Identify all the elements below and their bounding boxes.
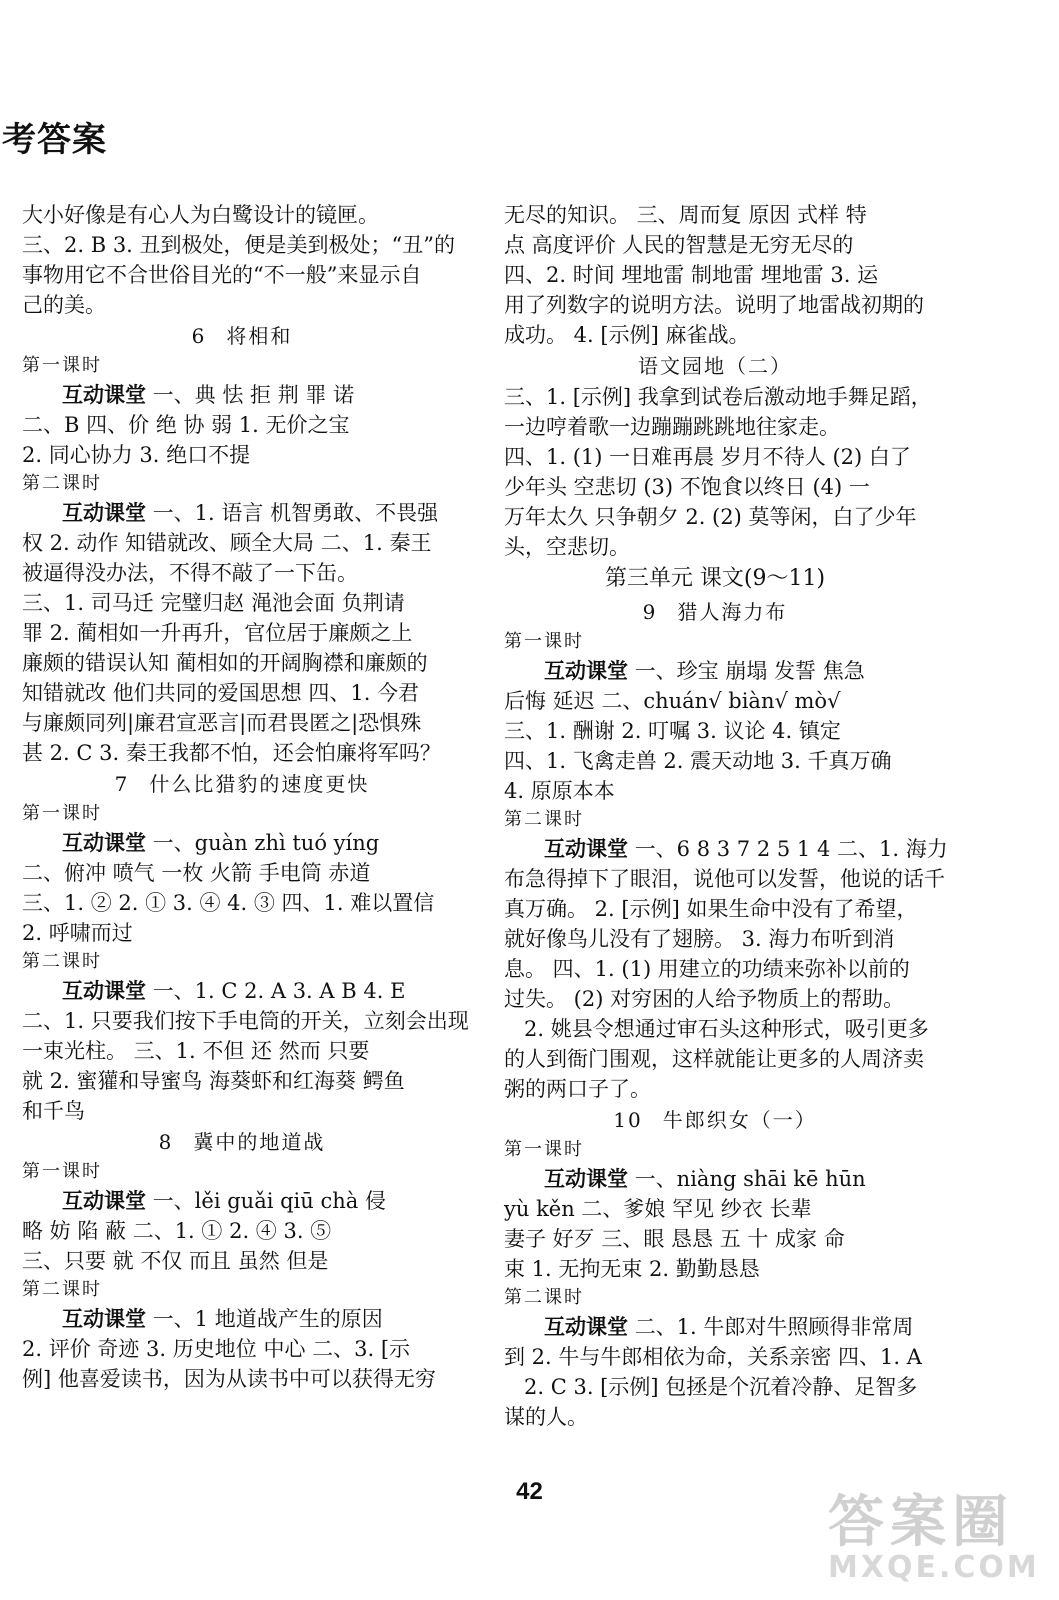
answer-line: 廉颇的错误认知 蔺相如的开阔胸襟和廉颇的 [22,651,428,675]
answer-line: 与廉颇同列|廉君宣恶言|而君畏匿之|恐惧殊 [22,711,422,735]
answer-line: yù kěn 二、爹娘 罕见 纱衣 长辈 [504,1197,812,1221]
answer-line: 粥的两口子了。 [504,1077,651,1101]
answer-line: 被逼得没办法，不得不敲了一下缶。 [22,561,358,585]
answer-line: 略 妨 陷 蔽 二、1. ① 2. ④ 3. ⑤ [22,1219,332,1243]
answer-line: 二、俯冲 喷气 一枚 火箭 手电筒 赤道 [22,861,371,885]
answer-line: 真万确。 2. [示例] 如果生命中没有了希望， [504,897,918,921]
answer-line: 点 高度评价 人民的智慧是无穷无尽的 [504,233,854,257]
section-title: 冀中的地道战 [193,1130,326,1154]
answer-line: 过失。 (2) 对穷困的人给予物质上的帮助。 [504,987,905,1011]
page-number: 42 [516,1478,543,1505]
answer-line: 妻子 好歹 三、眼 恳恳 五 十 成家 命 [504,1227,845,1251]
section-heading [504,562,926,596]
answer-line: 一束光柱。 三、1. 不但 还 然而 只要 [22,1039,370,1063]
section-heading [504,1104,926,1136]
exercise-label: 互动课堂 [544,1315,628,1339]
answer-line: 到 2. 牛与牛郎相依为命，关系亲密 四、1. A [504,1345,922,1369]
section-heading [504,596,926,628]
lesson-subheading: 第一课时 [22,1161,102,1182]
exercise-label: 互动课堂 [544,1167,628,1191]
answer-line [22,828,462,858]
answer-text: 一、1. 语言 机智勇敢、不畏强 [152,501,439,525]
answer-line: 罪 2. 蔺相如一升再升，官位居于廉颇之上 [22,621,413,645]
answer-line: 头，空悲切。 [504,535,630,559]
answer-line: 三、只要 就 不仅 而且 虽然 但是 [22,1249,329,1273]
answer-line: 大小好像是有心人为白鹭设计的镜匣。 [22,203,379,227]
section-heading [22,1126,462,1158]
answer-line: 无尽的知识。 三、周而复 原因 式样 特 [504,203,867,227]
section-number: 7 [114,772,130,796]
exercise-label: 互动课堂 [544,659,628,683]
answer-line: 例] 他喜爱读书，因为从读书中可以获得无穷 [22,1367,436,1391]
section-title: 牛郎织女（一） [662,1108,817,1132]
lesson-subheading: 第一课时 [504,1139,584,1160]
answer-line: 2. 同心协力 3. 绝口不提 [22,443,251,467]
section-number: 6 [191,324,207,348]
answer-line: 的人到衙门围观，这样就能让更多的人周济卖 [504,1047,924,1071]
answer-line: 己的美。 [22,293,106,317]
section-number: 9 [642,600,658,624]
answer-text: 二、1. 牛郎对牛照顾得非常周 [634,1315,914,1339]
answer-line: 二、1. 只要我们按下手电筒的开关，立刻会出现 [22,1009,469,1033]
answer-text: 一、lěi guǎi qiū chà 侵 [152,1189,386,1213]
answer-line: 事物用它不合世俗目光的“不一般”来显示自 [22,263,422,287]
answer-line: 息。 四、1. (1) 用建立的功绩来弥补以前的 [504,957,910,981]
answer-line: 谋的人。 [504,1405,588,1429]
section-title: 猎人海力布 [677,600,788,624]
answer-text: 一、珍宝 崩塌 发誓 焦急 [634,659,865,683]
answer-line [22,1304,462,1334]
answer-line: 知错就改 他们共同的爱国思想 四、1. 今君 [22,681,420,705]
answer-line: 布急得掉下了眼泪，说他可以发誓，他说的话千 [504,867,945,891]
answer-line [22,1186,462,1216]
answer-line: 四、1. (1) 一日难再晨 岁月不待人 (2) 白了 [504,445,911,469]
exercise-label: 互动课堂 [62,1189,146,1213]
answer-text: 一、6 8 3 7 2 5 1 4 二、1. 海力 [634,837,948,861]
answer-text: 一、1 地道战产生的原因 [152,1307,383,1331]
answer-line: 4. 原原本本 [504,779,615,803]
answer-line: 2. 评价 奇迹 3. 历史地位 中心 二、3. [示 [22,1337,411,1361]
answer-text: 一、1. C 2. A 3. A B 4. E [152,979,406,1003]
answer-line: 就 2. 蜜獾和导蜜鸟 海葵虾和红海葵 鳄鱼 [22,1069,405,1093]
answer-line: 三、1. [示例] 我拿到试卷后激动地手舞足蹈， [504,385,932,409]
exercise-label: 互动课堂 [62,501,146,525]
answer-line: 成功。 4. [示例] 麻雀战。 [504,323,750,347]
answer-text: 一、guàn zhì tuó yíng [152,831,380,855]
lesson-subheading: 第二课时 [504,809,584,830]
exercise-label: 互动课堂 [62,1307,146,1331]
section-number: 10 [613,1108,643,1132]
answer-line [22,498,462,528]
answer-line: 2. C 3. [示例] 包拯是个沉着冷静、足智多 [524,1375,918,1399]
answer-line [504,1312,926,1342]
answer-line: 三、1. ② 2. ① 3. ④ 4. ③ 四、1. 难以置信 [22,891,435,915]
answer-line: 四、1. 飞禽走兽 2. 震天动地 3. 千真万确 [504,749,892,773]
watermark-url: MXQE.COM [828,1550,1040,1585]
left-answer-column [22,200,469,1394]
answer-line: 四、2. 时间 埋地雷 制地雷 埋地雷 3. 运 [504,263,879,287]
lesson-subheading: 第一课时 [22,803,102,824]
answer-line: 一边哼着歌一边蹦蹦跳跳地往家走。 [504,415,840,439]
answer-line: 束 1. 无拘无束 2. 勤勤恳恳 [504,1257,760,1281]
answer-line: 二、B 四、价 绝 协 弱 1. 无价之宝 [22,413,350,437]
answer-line: 用了列数字的说明方法。说明了地雷战初期的 [504,293,924,317]
answer-line: 和千鸟 [22,1099,85,1123]
section-heading [504,350,926,382]
exercise-label: 互动课堂 [62,831,146,855]
answer-line: 2. 姚县令想通过审石头这种形式，吸引更多 [524,1017,929,1041]
answer-line: 少年头 空悲切 (3) 不饱食以终日 (4) 一 [504,475,870,499]
answer-line: 三、1. 酬谢 2. 叮嘱 3. 议论 4. 镇定 [504,719,841,743]
answer-line: 后悔 延迟 二、chuán√ biàn√ mò√ [504,689,841,713]
lesson-subheading: 第二课时 [22,951,102,972]
answer-line: 三、2. B 3. 丑到极处，便是美到极处；“丑”的 [22,233,456,257]
answer-line [504,834,948,864]
section-title: 将相和 [226,324,293,348]
answer-text: 一、niàng shāi kē hūn [634,1167,866,1191]
answer-line: 三、1. 司马迁 完璧归赵 渑池会面 负荆请 [22,591,405,615]
answer-line: 2. 呼啸而过 [22,921,133,945]
exercise-label: 互动课堂 [62,979,146,1003]
answer-line [504,656,926,686]
lesson-subheading: 第一课时 [22,355,102,376]
answer-line [22,976,462,1006]
exercise-label: 互动课堂 [544,837,628,861]
answer-line: 万年太久 只争朝夕 2. (2) 莫等闲，白了少年 [504,505,917,529]
answer-line: 权 2. 动作 知错就改、顾全大局 二、1. 秦王 [22,531,432,555]
answer-line [504,1164,926,1194]
lesson-subheading: 第二课时 [22,473,102,494]
site-watermark [808,1476,1046,1590]
section-heading [22,320,462,352]
lesson-subheading: 第二课时 [22,1279,102,1300]
answer-text: 一、典 怯 拒 荆 罪 诺 [152,383,355,407]
watermark-logo-text: 答案圈 [828,1490,1014,1555]
section-number: 8 [158,1130,174,1154]
section-title: 语文园地（二） [638,354,792,378]
page-header-title: 考答案 [2,120,107,160]
answer-line: 就好像鸟儿没有了翅膀。 3. 海力布听到消 [504,927,895,951]
right-answer-column [504,200,948,1432]
answer-line [22,380,462,410]
answer-line: 甚 2. C 3. 秦王我都不怕，还会怕廉将军吗？ [22,741,441,765]
section-heading [22,768,462,800]
exercise-label: 互动课堂 [62,383,146,407]
lesson-subheading: 第一课时 [504,631,584,652]
lesson-subheading: 第二课时 [504,1287,584,1308]
section-title: 第三单元 课文(9～11) [604,566,826,591]
section-title: 什么比猎豹的速度更快 [149,772,370,796]
